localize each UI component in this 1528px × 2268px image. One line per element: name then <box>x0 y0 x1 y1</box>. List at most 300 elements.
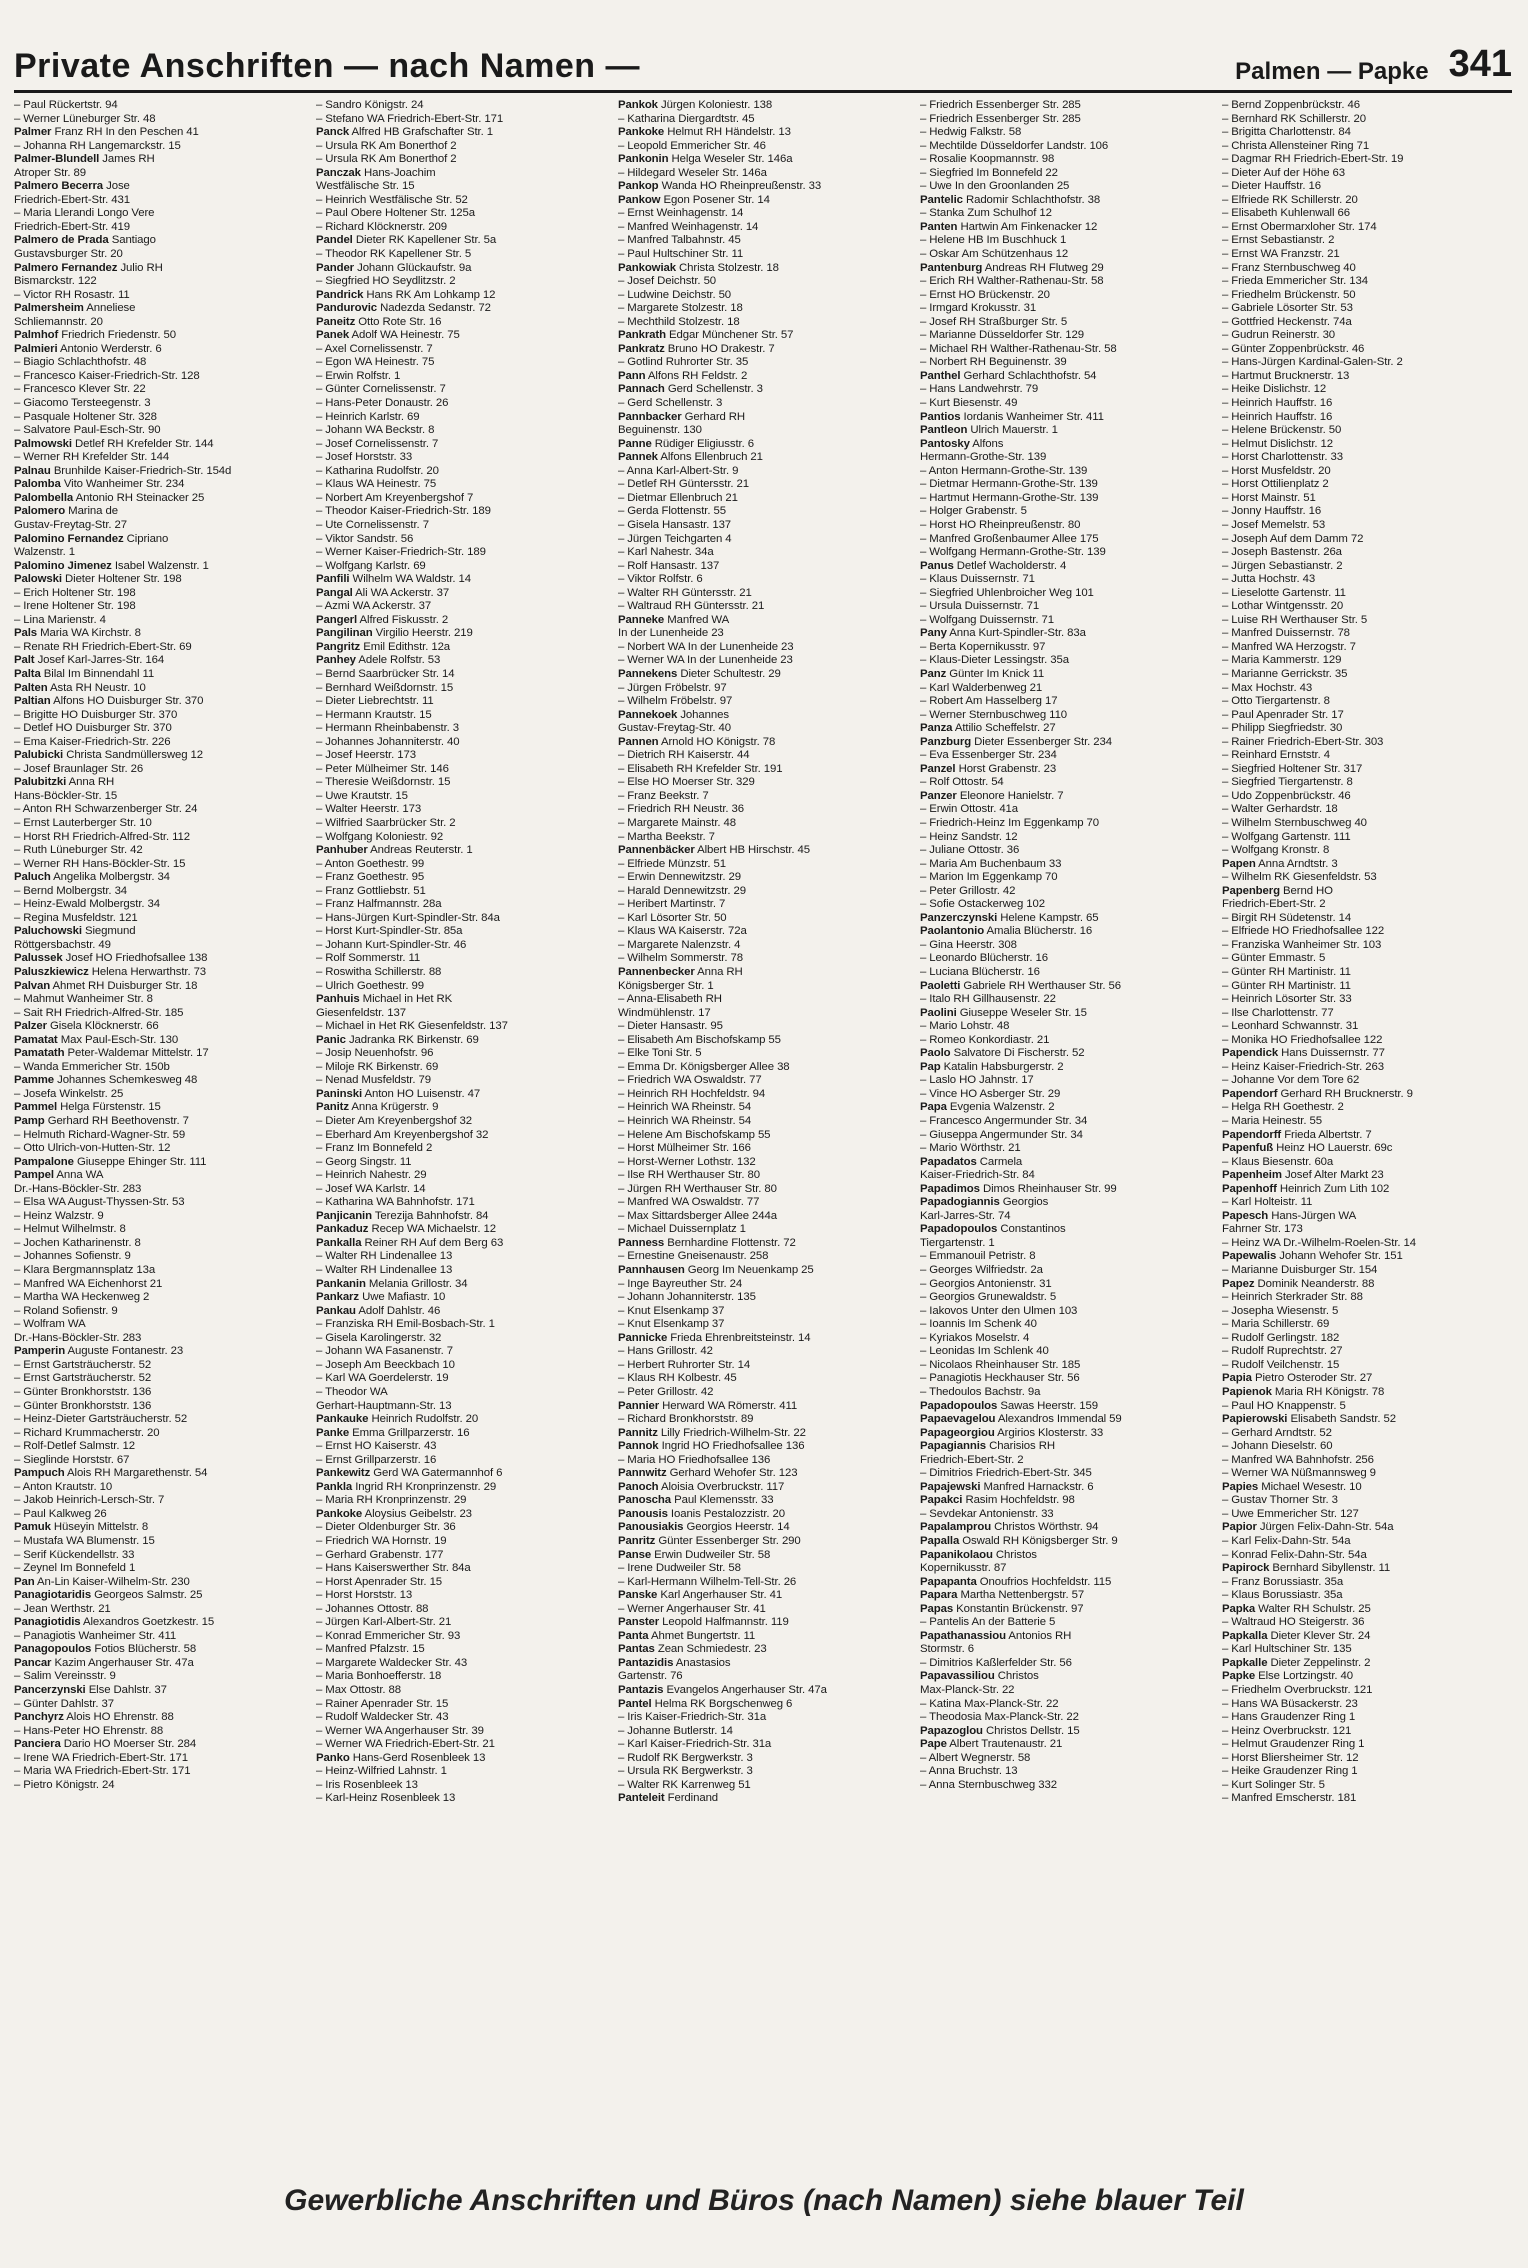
entry-text: – Klaus Borussiastr. 35a <box>1222 1589 1343 1602</box>
list-item <box>1222 1047 1512 1061</box>
list-item <box>14 1237 304 1251</box>
surname: Pankoke <box>316 1507 363 1520</box>
entry-text: – Frieda Emmericher Str. 134 <box>1222 275 1368 288</box>
surname: Papageorgiou <box>920 1426 995 1439</box>
list-item <box>1222 885 1512 899</box>
list-item <box>316 722 606 736</box>
list-item <box>14 1372 304 1386</box>
list-item <box>316 966 606 980</box>
list-item <box>920 560 1210 574</box>
list-item <box>920 1278 1210 1292</box>
surname: Panta <box>618 1629 649 1642</box>
list-item <box>14 858 304 872</box>
entry-text: Ahmet Bungertstr. 11 <box>648 1629 756 1642</box>
entry-text: – Friedrich-Heinz Im Eggenkamp 70 <box>920 816 1100 829</box>
entry-text: – Werner Lüneburger Str. 48 <box>14 112 156 125</box>
entry-text: – Friedrich WA Oswaldstr. 77 <box>618 1074 762 1087</box>
list-item <box>920 438 1210 452</box>
surname: Pamp <box>14 1115 45 1128</box>
entry-text: Jose <box>103 180 130 193</box>
surname: Panfili <box>316 573 350 586</box>
list-item <box>14 1454 304 1468</box>
entry-text: – Bernhard Weißdornstr. 15 <box>316 681 454 694</box>
list-item <box>1222 1725 1512 1739</box>
list-item <box>920 709 1210 723</box>
list-item <box>920 180 1210 194</box>
surname: Pankarz <box>316 1291 359 1304</box>
entry-text: Friedrich Friedenstr. 50 <box>58 329 177 342</box>
list-item <box>14 1752 304 1766</box>
list-item <box>1222 505 1512 519</box>
list-item <box>14 1562 304 1576</box>
entry-text: – Wolfram WA <box>14 1318 86 1331</box>
list-item <box>14 1034 304 1048</box>
entry-text: In der Lunenheide 23 <box>618 627 724 640</box>
entry-text: – Wilhelm RK Giesenfeldstr. 53 <box>1222 871 1377 884</box>
list-item <box>920 1725 1210 1739</box>
entry-text: – Jean Werthstr. 21 <box>14 1602 111 1615</box>
list-item <box>14 316 304 330</box>
list-item <box>14 234 304 248</box>
entry-text: – Lothar Wintgensstr. 20 <box>1222 600 1344 613</box>
entry-text: Argirios Klosterstr. 33 <box>994 1426 1104 1439</box>
surname: Papalamprou <box>920 1521 992 1534</box>
surname: Pander <box>316 261 355 274</box>
entry-text: Onoufrios Hochfeldstr. 115 <box>976 1575 1112 1588</box>
list-item <box>14 1210 304 1224</box>
list-item <box>618 1589 908 1603</box>
list-item <box>920 1508 1210 1522</box>
list-item <box>618 790 908 804</box>
entry-text: – Anna Karl-Albert-Str. 9 <box>618 464 739 477</box>
list-item <box>316 1657 606 1671</box>
entry-text: Evangelos Angerhauser Str. 47a <box>663 1683 827 1696</box>
entry-text: Albert Trautenaustr. 21 <box>946 1738 1063 1751</box>
entry-text: Dieter Klever Str. 24 <box>1267 1629 1371 1642</box>
entry-text: Hans-Gerd Rosenbleek 13 <box>349 1751 486 1764</box>
entry-text: Johann Wehofer Str. 151 <box>1276 1250 1403 1263</box>
list-item <box>316 668 606 682</box>
surname: Pamuk <box>14 1521 51 1534</box>
list-item <box>618 1372 908 1386</box>
list-item <box>618 356 908 370</box>
entry-text: – Ursula RK Bergwerkstr. 3 <box>618 1765 753 1778</box>
surname: Pankratz <box>618 342 665 355</box>
entry-text: – Dietmar Ellenbruch 21 <box>618 491 738 504</box>
list-item <box>618 1521 908 1535</box>
entry-text: Anna RH <box>694 966 743 978</box>
list-item <box>14 180 304 194</box>
entry-text: – Ernst HO Kaiserstr. 43 <box>316 1440 437 1453</box>
entry-text: – Horst-Werner Lothstr. 132 <box>618 1155 756 1168</box>
list-item <box>618 1210 908 1224</box>
entry-text: – Hans-Jürgen Kurt-Spindler-Str. 84a <box>316 911 500 924</box>
entry-text: – Paul HO Knappenstr. 5 <box>1222 1399 1346 1412</box>
entry-text: – Gerhard Grabenstr. 177 <box>316 1548 444 1561</box>
entry-text: Emil Edithstr. 12a <box>360 640 451 653</box>
list-item <box>618 1007 908 1021</box>
list-item <box>618 1156 908 1170</box>
entry-text: – Wilfried Saarbrücker Str. 2 <box>316 816 456 829</box>
list-item <box>14 695 304 709</box>
entry-text: – Stanka Zum Schulhof 12 <box>920 207 1052 220</box>
list-item <box>1222 1278 1512 1292</box>
list-item <box>920 1427 1210 1441</box>
entry-text: – Anton Goethestr. 99 <box>316 857 425 870</box>
page-number: 341 <box>1448 43 1512 85</box>
entry-text: Alexandros Immendal 59 <box>995 1413 1122 1426</box>
entry-text: – Josef Cornelissenstr. 7 <box>316 437 439 450</box>
list-item <box>618 1318 908 1332</box>
list-item <box>920 925 1210 939</box>
entry-text: Zean Schmiedestr. 23 <box>654 1643 767 1656</box>
list-item <box>920 980 1210 994</box>
entry-text: – Manfred WA Herzogstr. 7 <box>1222 640 1356 653</box>
list-item <box>316 1508 606 1522</box>
list-item <box>618 939 908 953</box>
surname: Palmer <box>14 126 52 139</box>
list-item <box>920 1494 1210 1508</box>
list-item <box>920 275 1210 289</box>
entry-text: – Klaus Duissernstr. 71 <box>920 573 1035 586</box>
surname: Papierowski <box>1222 1413 1288 1426</box>
list-item <box>14 641 304 655</box>
entry-text: – Philipp Siegfriedstr. 30 <box>1222 722 1343 735</box>
list-item <box>14 1508 304 1522</box>
entry-text: – Paul Obere Holtener Str. 125a <box>316 207 475 220</box>
list-item <box>920 1765 1210 1779</box>
entry-text: – Maria Schillerstr. 69 <box>1222 1318 1330 1331</box>
list-item <box>618 1047 908 1061</box>
entry-text: Else Dahlstr. 37 <box>85 1683 167 1696</box>
entry-text: – Roswitha Schillerstr. 88 <box>316 966 442 978</box>
list-item <box>316 1630 606 1644</box>
list-item <box>618 614 908 628</box>
entry-text: Egon Posener Str. 14 <box>660 193 770 206</box>
entry-text: Terezija Bahnhofstr. 84 <box>371 1209 489 1222</box>
entry-text: – Lina Marienstr. 4 <box>14 613 106 626</box>
surname: Palubitzki <box>14 776 67 789</box>
list-item <box>1222 980 1512 994</box>
list-item <box>14 1386 304 1400</box>
list-item <box>1222 898 1512 912</box>
entry-text: Max Paul-Esch-Str. 130 <box>57 1033 179 1046</box>
entry-text: – Ernst Obermarxloher Str. 174 <box>1222 220 1377 233</box>
list-item <box>618 1250 908 1264</box>
entry-text: – Ernestine Gneisenaustr. 258 <box>618 1250 769 1263</box>
list-item <box>618 736 908 750</box>
list-item <box>920 695 1210 709</box>
list-item <box>618 1779 908 1793</box>
entry-text: – Marianne Düsseldorfer Str. 129 <box>920 329 1084 342</box>
list-item <box>1222 1400 1512 1414</box>
entry-text: – Ute Cornelissenstr. 7 <box>316 518 429 531</box>
entry-text: – Anton Krautstr. 10 <box>14 1480 113 1493</box>
entry-text: – Rolf Hansastr. 137 <box>618 559 720 572</box>
entry-text: – Georgios Antonienstr. 31 <box>920 1277 1052 1290</box>
entry-text: – Dieter Hansastr. 95 <box>618 1020 723 1033</box>
surname: Pannwitz <box>618 1467 667 1480</box>
entry-text: – Heinrich Hauffstr. 16 <box>1222 397 1333 410</box>
surname: Palombella <box>14 491 74 504</box>
list-item <box>920 492 1210 506</box>
list-item <box>618 1264 908 1278</box>
list-item <box>618 763 908 777</box>
header-rule <box>14 90 1512 93</box>
list-item <box>1222 1684 1512 1698</box>
entry-text: – Dietrich RH Kaiserstr. 44 <box>618 749 750 762</box>
entry-text: – Johann Johanniterstr. 135 <box>618 1291 756 1304</box>
surname: Papadimos <box>920 1182 980 1195</box>
entry-text: Dr.-Hans-Böckler-Str. 283 <box>14 1182 142 1195</box>
list-item <box>618 1034 908 1048</box>
surname: Palmersheim <box>14 302 84 315</box>
entry-text: – Heike Graudenzer Ring 1 <box>1222 1765 1358 1778</box>
entry-text: – Maria Bonhoefferstr. 18 <box>316 1670 442 1683</box>
list-item <box>1222 871 1512 885</box>
entry-text: – Elsa WA August-Thyssen-Str. 53 <box>14 1196 185 1209</box>
surname: Pannen <box>618 735 659 748</box>
list-item <box>1222 587 1512 601</box>
list-item <box>316 1521 606 1535</box>
entry-text: – Erich Holtener Str. 198 <box>14 586 136 599</box>
entry-text: Michael in Het RK <box>359 993 453 1006</box>
entry-text: – Ilse Charlottenstr. 77 <box>1222 1006 1334 1019</box>
entry-text: – Günter Dahlstr. 37 <box>14 1697 114 1710</box>
list-item <box>920 871 1210 885</box>
list-item <box>14 749 304 763</box>
surname: Palt <box>14 654 35 667</box>
list-item <box>14 1250 304 1264</box>
entry-text: – Oskar Am Schützenhaus 12 <box>920 248 1069 261</box>
list-item <box>920 1318 1210 1332</box>
entry-text: – Wolfgang Koloniestr. 92 <box>316 830 444 843</box>
surname: Pantenburg <box>920 261 983 274</box>
surname: Panster <box>618 1616 660 1629</box>
entry-text: – Margarete Mainstr. 48 <box>618 816 736 829</box>
entry-text: Vito Wanheimer Str. 234 <box>60 478 185 491</box>
list-item <box>14 722 304 736</box>
entry-text: – Richard Bronkhorststr. 89 <box>618 1413 754 1426</box>
entry-text: – Rudolf Veilchenstr. 15 <box>1222 1358 1340 1371</box>
list-item <box>920 817 1210 831</box>
list-item <box>316 1020 606 1034</box>
list-item <box>618 207 908 221</box>
list-item <box>920 1562 1210 1576</box>
list-item <box>920 1156 1210 1170</box>
list-item <box>618 1603 908 1617</box>
list-item <box>1222 1386 1512 1400</box>
list-item <box>618 1427 908 1441</box>
list-item <box>316 1670 606 1684</box>
list-item <box>618 682 908 696</box>
surname: Pancar <box>14 1656 52 1669</box>
list-item <box>618 560 908 574</box>
list-item <box>920 790 1210 804</box>
list-item <box>1222 966 1512 980</box>
entry-text: – Josefa Winkelstr. 25 <box>14 1087 124 1100</box>
list-item <box>618 858 908 872</box>
entry-text: Rüdiger Eligiusstr. 6 <box>651 437 754 450</box>
list-item <box>1222 1020 1512 1034</box>
entry-text: – Marianne Duisburger Str. 154 <box>1222 1264 1378 1277</box>
list-item <box>920 1250 1210 1264</box>
entry-text: – Werner Kaiser-Friedrich-Str. 189 <box>316 546 486 559</box>
entry-text: – Heinrich Nahestr. 29 <box>316 1169 427 1182</box>
entry-text: Alois RH Margarethenstr. 54 <box>64 1467 208 1480</box>
surname: Panagopoulos <box>14 1643 92 1656</box>
surname: Palowski <box>14 573 62 586</box>
surname: Panczak <box>316 166 361 179</box>
entry-text: – Ernst WA Franzstr. 21 <box>1222 248 1340 261</box>
surname: Papewalis <box>1222 1250 1277 1263</box>
surname: Panteleit <box>618 1792 665 1805</box>
surname: Palussek <box>14 952 63 965</box>
entry-text: Horst Grabenstr. 23 <box>955 762 1057 775</box>
entry-text: Attilio Scheffelstr. 27 <box>952 722 1056 735</box>
entry-text: Bernhard Sibyllenstr. 11 <box>1269 1562 1391 1575</box>
list-item <box>14 560 304 574</box>
list-item <box>316 1711 606 1725</box>
surname: Papenheim <box>1222 1169 1282 1182</box>
list-item <box>14 505 304 519</box>
list-item <box>1222 844 1512 858</box>
surname: Paluchowski <box>14 925 82 938</box>
list-item <box>920 1359 1210 1373</box>
entry-text: Gustav-Freytag-Str. 27 <box>14 518 128 531</box>
list-item <box>316 1494 606 1508</box>
list-item <box>1222 1318 1512 1332</box>
entry-text: – Francesco Klever Str. 22 <box>14 383 146 396</box>
list-item <box>316 1264 606 1278</box>
entry-text: – Holger Grabenstr. 5 <box>920 505 1027 518</box>
entry-text: – Georgios Grunewaldstr. 5 <box>920 1291 1057 1304</box>
list-item <box>618 1494 908 1508</box>
entry-text: Hans Duissernstr. 77 <box>1278 1047 1385 1060</box>
surname: Pankau <box>316 1304 356 1317</box>
entry-text: – Hans WA Büsackerstr. 23 <box>1222 1697 1358 1710</box>
list-item <box>920 966 1210 980</box>
list-item <box>14 140 304 154</box>
list-item <box>920 587 1210 601</box>
list-item <box>316 248 606 262</box>
entry-text: – Elisabeth Kuhlenwall 66 <box>1222 207 1350 220</box>
list-item <box>1222 1034 1512 1048</box>
surname: Pantazidis <box>618 1656 674 1669</box>
entry-text: – Horst RH Friedrich-Alfred-Str. 112 <box>14 830 190 843</box>
entry-text: – Horst Kurt-Spindler-Str. 85a <box>316 925 463 938</box>
surname: Papendorf <box>1222 1087 1278 1100</box>
entry-text: – Laslo HO Jahnstr. 17 <box>920 1074 1034 1087</box>
entry-text: – Serif Kückendellstr. 33 <box>14 1548 135 1561</box>
entry-text: – Wilhelm Sternbuschweg 40 <box>1222 816 1367 829</box>
entry-text: – Rolf Sommerstr. 11 <box>316 952 421 965</box>
list-item <box>316 1061 606 1075</box>
entry-text: – Detlef RH Güntersstr. 21 <box>618 478 749 491</box>
entry-text: – Katharina Rudolfstr. 20 <box>316 464 439 477</box>
entry-text: – Siegfried Uhlenbroicher Weg 101 <box>920 586 1094 599</box>
list-item <box>920 289 1210 303</box>
surname: Panciera <box>14 1738 61 1751</box>
list-item <box>316 1684 606 1698</box>
list-item <box>316 1332 606 1346</box>
entry-text: – Walter Gerhardstr. 18 <box>1222 803 1338 816</box>
list-item <box>14 736 304 750</box>
entry-text: Dario HO Moerser Str. 284 <box>60 1738 197 1751</box>
entry-text: Alfons Ellenbruch 21 <box>657 451 763 464</box>
list-item <box>1222 1792 1512 1806</box>
list-item <box>920 654 1210 668</box>
surname: Paneitz <box>316 315 356 328</box>
list-item <box>1222 194 1512 208</box>
list-item <box>618 654 908 668</box>
entry-text: Schliemannstr. 20 <box>14 315 103 328</box>
entry-text: Angelika Molbergstr. 34 <box>50 871 170 884</box>
entry-text: Anna RH <box>66 776 115 789</box>
entry-text: Antonio RH Steinacker 25 <box>73 491 205 504</box>
entry-text: Maria WA Kirchstr. 8 <box>37 627 141 640</box>
list-item <box>1222 546 1512 560</box>
entry-text: – Anna-Elisabeth RH <box>618 993 722 1006</box>
list-item <box>618 1698 908 1712</box>
list-item <box>1222 668 1512 682</box>
entry-text: Peter-Waldemar Mittelstr. 17 <box>64 1047 209 1060</box>
entry-text: Friedrich-Ebert-Str. 2 <box>1222 898 1326 911</box>
surname: Panitz <box>316 1101 349 1114</box>
surname: Pann <box>618 369 646 382</box>
list-item <box>920 722 1210 736</box>
list-item <box>618 424 908 438</box>
list-item <box>920 1616 1210 1630</box>
surname: Papirock <box>1222 1562 1270 1575</box>
list-item <box>1222 248 1512 262</box>
surname: Pape <box>920 1738 947 1751</box>
entry-text: – Jakob Heinrich-Lersch-Str. 7 <box>14 1494 165 1507</box>
entry-text: – Michael Duissernplatz 1 <box>618 1223 746 1236</box>
surname: Pankow <box>618 193 661 206</box>
entry-text: – Gudrun Reinerstr. 30 <box>1222 329 1336 342</box>
entry-text: – Jutta Hochstr. 43 <box>1222 573 1316 586</box>
list-item <box>920 614 1210 628</box>
list-item <box>920 1142 1210 1156</box>
entry-text: – Jonny Hauffstr. 16 <box>1222 505 1322 518</box>
entry-text: Fahrner Str. 173 <box>1222 1223 1303 1236</box>
list-item <box>1222 1670 1512 1684</box>
list-item <box>618 316 908 330</box>
entry-text: – Günter Zoppenbrückstr. 46 <box>1222 342 1365 355</box>
list-item <box>1222 1345 1512 1359</box>
list-item <box>1222 709 1512 723</box>
list-item <box>1222 451 1512 465</box>
entry-text: – Elfriede HO Friedhofsallee 122 <box>1222 925 1385 938</box>
list-item <box>14 1007 304 1021</box>
entry-text: Bismarckstr. 122 <box>14 275 97 288</box>
entry-text: – Miloje RK Birkenstr. 69 <box>316 1060 439 1073</box>
entry-text: Elisabeth Sandstr. 52 <box>1287 1413 1397 1426</box>
entry-text: – Richard Klöcknerstr. 209 <box>316 220 447 233</box>
list-item <box>316 1738 606 1752</box>
entry-text: – Dietmar Hermann-Grothe-Str. 139 <box>920 478 1098 491</box>
entry-text: – Josef Heerstr. 173 <box>316 749 416 762</box>
entry-text: Anton HO Luisenstr. 47 <box>362 1087 481 1100</box>
list-item <box>920 1196 1210 1210</box>
surname: Papagiannis <box>920 1440 986 1453</box>
list-item <box>1222 1142 1512 1156</box>
list-item <box>920 1549 1210 1563</box>
surname: Papkalla <box>1222 1629 1268 1642</box>
surname: Panko <box>316 1751 350 1764</box>
entry-text: – Helmut Dislichstr. 12 <box>1222 437 1334 450</box>
